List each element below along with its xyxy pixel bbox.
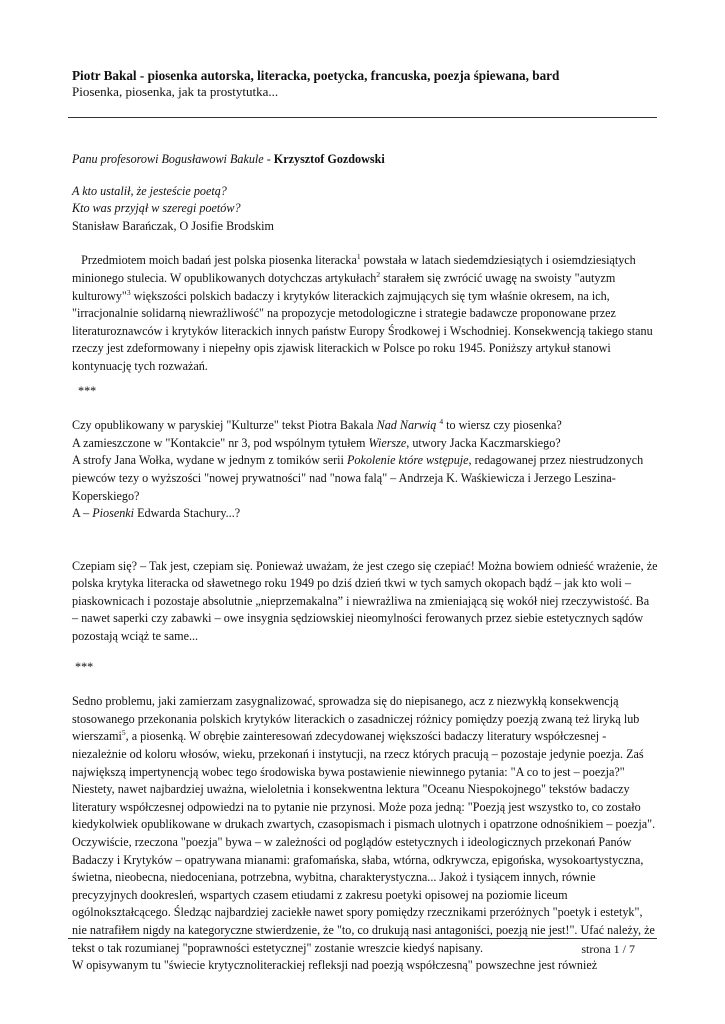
motto-line: Kto was przyjął w szeregi poetów?	[72, 201, 241, 216]
footnote-ref: 2	[376, 269, 381, 279]
question-line: A zamieszczone w "Kontakcie" nr 3, pod wspólnym tytułem Wiersze, utwory Jacka Kaczmarskiego?	[72, 435, 561, 450]
motto	[72, 183, 658, 236]
motto-source: Stanisław Barańczak, O Josifie Brodskim	[72, 218, 274, 233]
document-title: Piotr Bakal - piosenka autorska, literacka, poetycka, francuska, poezja śpiewana, bard	[72, 68, 560, 83]
section-separator: ***	[75, 659, 94, 674]
document-subtitle: Piosenka, piosenka, jak ta prostytutka...	[72, 84, 279, 99]
footer-divider	[68, 938, 657, 939]
footnote-ref: 4	[439, 417, 444, 427]
header-divider	[68, 117, 657, 118]
motto-line: A kto ustalił, że jesteście poetą?	[72, 183, 227, 198]
dedication-author: Krzysztof Gozdowski	[273, 152, 385, 166]
question-line: A strofy Jana Wołka, wydane w jednym z tomików serii Pokolenie które wstępuje, redagowanej przez niestrudzonych piewców tezy o wyższości "nowej prywatności" nad "nowa falą" – Andrzeja K. Waśkiewicza i Jerzego Leszina-Koperskiego?	[72, 453, 644, 503]
page-header	[72, 67, 662, 100]
footnote-ref: 3	[126, 287, 131, 297]
paragraph-critique: Czepiam się? – Tak jest, czepiam się. Ponieważ uważam, że jest czego się czepiać! Można bowiem odnieść wrażenie, że polska krytyka literacka od sławetnego roku 1949 po dziś dzień tkwi w tych samych okopach bądź – jak kto woli – piaskownicach i pozostaje absolutnie „nieprzemakalna” i niewrażliwa na zmieniającą się wokół niej rzeczywistość. Ba – nawet saperki czy zabawki – owe insygnia sędziowskiej nieomylności ferowanych przez siebie estetycznych sądów pozostają wciąż te same...	[72, 558, 658, 644]
spacer	[72, 523, 658, 558]
dedication	[72, 151, 658, 169]
document-body	[72, 151, 658, 975]
paragraph-core-problem: Sedno problemu, jaki zamierzam zasygnalizować, sprowadza się do niepisanego, acz z niezwykłą konsekwencją stosowanego przekonania polskich krytyków literackich o zasadniczej różnicy pomiędzy poezją zwaną też liryką lub wierszami$^5$, a piosenką. W obrębie zainteresowań zdecydowanej większości badaczy literatury współczesnej - niezależnie od koloru włosów, wieku, przekonań i instytucji, na rzecz których pracują – pozostaje jedynie poezja. Zaś największą impertynencją wobec tego środowiska bywa postawienie niewinnego pytania: "A co to jest – poezja?" Niestety, nawet najbardziej uważna, wieloletnia i konsekwentna lektura "Oceanu Niespokojnego" tekstów badaczy literatury współczesnej odpowiedzi na to pytanie nie przynosi. Może poza jedną: "Poezją jest wszystko to, co zostało kiedykolwiek opublikowane w drukach zwartych, czasopismach i pismach ulotnych i opatrzone odnośnikiem – poezja". Oczywiście, rzeczona "poezja" bywa – w zależności od poglądów estetycznych i ideologicznych przekonań Panów Badaczy i Krytyków – opatrywana mianami: grafomańska, słaba, wtórna, odkrywcza, epigońska, wysokoartystyczna, świetna, nieobecna, niedoceniana, potrzebna, wybitna, charakterystyczna... Jakoż i tysiącem innych, równie precyzyjnych dookresleń, wspartych czasem etiudami z zakresu poetyki opisowej na poziomie liceum ogólnokształcącego. Śledząc najbardziej zaciekłe nawet spory pomiędzy rzecznikami przeróżnych "poetyk i estetyk", nie natrafiłem nigdy na kategoryczne stwierdzenie, że "to, co drukują nasi antagoniści, poezją nie jest!". Ufać należy, że tekst o tak rozumianej "poprawności estetycznej" zostanie wreszcie kiedyś napisany.	[72, 694, 656, 955]
question-line: A – Piosenki Edwarda Stachury...?	[72, 506, 241, 521]
section-separator: ***	[78, 383, 97, 398]
page-number: strona 1 / 7	[581, 942, 635, 956]
paragraph-research-subject: Przedmiotem moich badań jest polska piosenka literacka$^1$ powstała w latach siedemdziesiątych i osiemdziesiątych minionego stulecia. W opublikowanych dotychczas artykułach$^2$ starałem się zwrócić uwagę na swoisty "autyzm kulturowy"$^3$ większości polskich badaczy i krytyków literackich zajmujących się tym właśnie okresem, na ich, "irracjonalnie solidarną niewrażliwość" na propozycje metodologiczne i strategie badawcze proponowane przez literaturoznawców i krytyków literackich innych państw Europy Środkowej i Wschodniej. Konsekwencją takiego stanu rzeczy jest zdeformowany i niepełny opis zjawisk literackich w Polsce po roku 1945. Poniższy artykuł stanowi kontynuację tych rozważań.	[72, 252, 653, 373]
footnote-ref: 1	[356, 252, 361, 262]
paragraph-continuation: W opisywanym tu "świecie krytycznoliterackiej refleksji nad poezją współczesną" powszechne jest również	[72, 958, 598, 973]
dedication-prefix: Panu profesorowi Bogusławowi Bakule -	[72, 152, 274, 166]
questions-block	[72, 417, 658, 523]
question-line: Czy opublikowany w paryskiej "Kulturze" tekst Piotra Bakala Nad Narwią $^4$ to wiersz czy piosenka?	[72, 417, 562, 433]
footnote-ref: 5	[121, 728, 126, 738]
